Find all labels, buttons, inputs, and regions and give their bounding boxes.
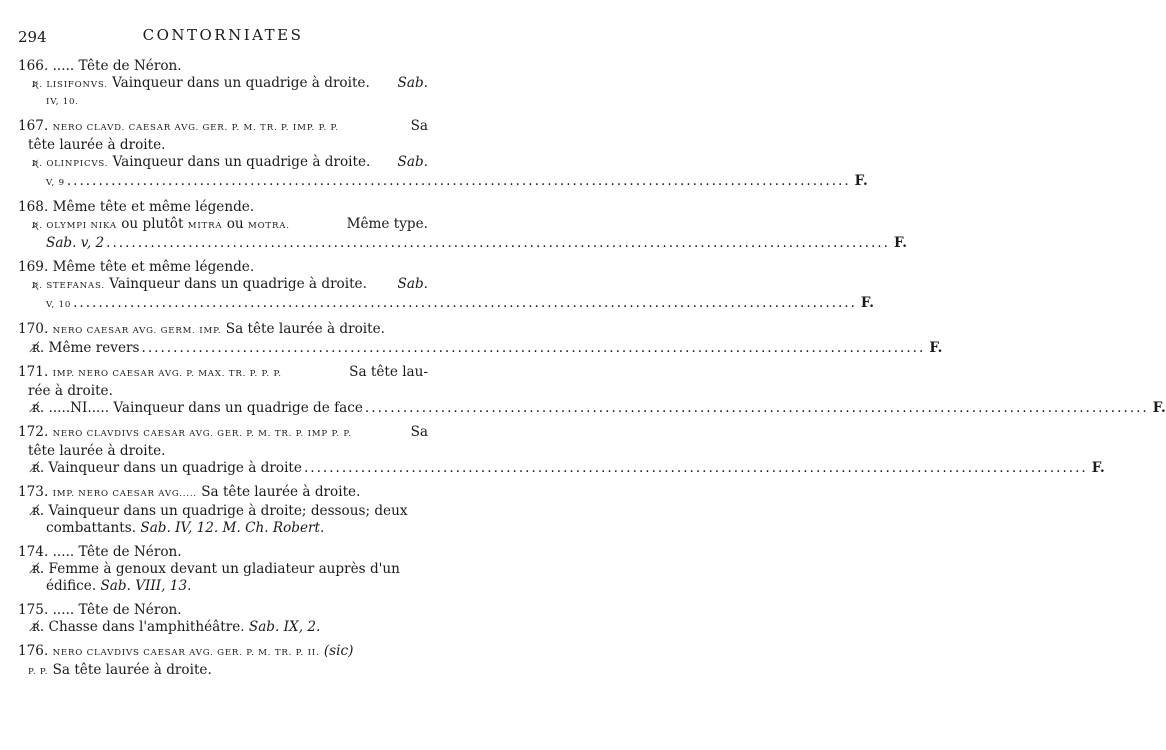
- entry-obverse: [18, 259, 428, 276]
- reverse-description: Vainqueur dans un quadrige à droite.: [112, 75, 370, 91]
- catalogue-entries: [18, 58, 1166, 688]
- reverse-description: Vainqueur dans un quadrige à droite.: [112, 154, 371, 170]
- entry-obverse: [18, 424, 428, 443]
- entry-obverse: [18, 118, 428, 137]
- entry-obverse: [18, 643, 428, 662]
- entry-reverse: [18, 400, 1166, 417]
- page-header: [0, 24, 446, 46]
- reverse-description: Vainqueur dans un quadrige à droite.: [109, 276, 367, 292]
- reverse-text: ou: [226, 216, 244, 232]
- reference: Sab. IX, 2.: [248, 619, 321, 635]
- source-mark: F.: [1152, 400, 1166, 416]
- obverse-text: Même tête et même légende.: [52, 199, 255, 215]
- entry-obverse: [18, 321, 428, 340]
- sic-note: (sic): [323, 643, 354, 659]
- obverse-text: Sa tête lau-: [349, 364, 428, 380]
- entry-172: [18, 424, 1105, 477]
- entry-obverse: [18, 199, 428, 216]
- obverse-text-cont: rée à droite.: [28, 383, 113, 399]
- reverse-text: ou plutôt: [121, 216, 184, 232]
- running-title: CONTORNIATES: [142, 26, 304, 44]
- obverse-legend-cont: P. P.: [28, 667, 49, 677]
- obverse-text: Sa tête laurée à droite.: [201, 484, 361, 500]
- entry-175: [18, 602, 428, 636]
- entry-obverse: [18, 602, 428, 619]
- entry-number: 170.: [18, 321, 49, 337]
- reverse-description: Même type.: [346, 216, 428, 232]
- reference: Sab.: [397, 154, 428, 170]
- entry-166: [18, 58, 428, 111]
- entry-number: 168.: [18, 199, 49, 215]
- entry-171: [18, 364, 1166, 417]
- obverse-text: Sa: [410, 118, 428, 134]
- entry-number: 176.: [18, 643, 49, 659]
- obverse-text: ..... Tête de Néron.: [52, 602, 182, 618]
- reference: Sab. VIII, 13.: [100, 578, 192, 594]
- entry-number: 172.: [18, 424, 49, 440]
- reverse-description-cont: combattants.: [46, 520, 137, 536]
- source-mark: F.: [1091, 460, 1105, 476]
- entry-170: [18, 321, 943, 357]
- source-mark: F.: [860, 295, 874, 311]
- entry-reverse: [18, 340, 943, 357]
- entry-176: [18, 643, 428, 681]
- obverse-legend: NERO CLAVDIVS CAESAR AVG. GER. P. M. TR. P. II.: [52, 648, 320, 658]
- entry-number: 174.: [18, 544, 49, 560]
- reverse-legend: Ʀ̸. OLINPICVS.: [32, 159, 109, 169]
- entry-obverse: [18, 484, 428, 503]
- reference: Sab. IV, 12. M. Ch. Robert.: [140, 520, 325, 536]
- reverse-description: ʀ̸. Même revers: [32, 340, 140, 356]
- entry-174: [18, 544, 428, 595]
- source-mark: F.: [929, 340, 943, 356]
- obverse-text-cont: tête laurée à droite.: [28, 443, 166, 459]
- dot-leader: ............................................................................................................................: [73, 295, 857, 311]
- entry-reverse: [18, 460, 1105, 477]
- reference: Sab. v, 2: [46, 235, 105, 251]
- dot-leader: ............................................................................................................................: [303, 460, 1088, 476]
- reference-volume: V, 9: [46, 178, 65, 188]
- entry-169: [18, 259, 874, 314]
- entry-reverse: [18, 619, 428, 636]
- reverse-description: ʀ̸. Chasse dans l'amphithéâtre.: [32, 619, 245, 635]
- obverse-text: Sa: [410, 424, 428, 440]
- entry-173: [18, 484, 428, 537]
- reverse-description: ʀ̸. .....NI..... Vainqueur dans un quadrige de face: [32, 400, 363, 416]
- entry-obverse: [18, 364, 428, 383]
- obverse-legend: NERO CLAVD. CAESAR AVG. GER. P. M. TR. P. IMP. P. P.: [52, 123, 339, 133]
- dot-leader: ............................................................................................................................: [106, 235, 890, 251]
- obverse-text: Sa tête laurée à droite.: [225, 321, 385, 337]
- entry-obverse: [18, 544, 428, 561]
- obverse-text-cont: Sa tête laurée à droite.: [52, 662, 212, 678]
- source-mark: F.: [854, 173, 868, 189]
- reference: Sab.: [397, 276, 428, 292]
- entry-reverse: [18, 216, 907, 252]
- entry-reverse: [18, 75, 428, 111]
- obverse-legend: NERO CAESAR AVG. GERM. IMP.: [52, 326, 222, 336]
- obverse-legend: IMP. NERO CAESAR AVG.....: [52, 489, 197, 499]
- reverse-description-cont: édifice.: [46, 578, 97, 594]
- entry-number: 166.: [18, 58, 49, 74]
- entry-number: 169.: [18, 259, 49, 275]
- reference: Sab.: [397, 75, 428, 91]
- entry-167: [18, 118, 868, 192]
- entry-number: 167.: [18, 118, 49, 134]
- obverse-text: ..... Tête de Néron.: [52, 544, 182, 560]
- reference-volume: V, 10: [46, 300, 72, 310]
- obverse-text: ..... Tête de Néron.: [52, 58, 182, 74]
- entry-reverse: [18, 154, 868, 192]
- reverse-description: ʀ̸. Femme à genoux devant un gladiateur auprès d'un: [32, 561, 400, 577]
- entry-number: 171.: [18, 364, 49, 380]
- reverse-legend-alt: MITRA: [187, 221, 223, 231]
- source-mark: F.: [893, 235, 907, 251]
- obverse-legend: NERO CLAVDIVS CAESAR AVG. GER. P. M. TR. P. IMP P. P.: [52, 429, 352, 439]
- reverse-legend: Ʀ̸. OLYMPI NIKA: [32, 221, 117, 231]
- entry-reverse: [18, 503, 428, 537]
- page-number: 294: [18, 28, 47, 46]
- obverse-legend: IMP. NERO CAESAR AVG. P. MAX. TR. P. P. P.: [52, 369, 282, 379]
- entry-obverse: [18, 58, 428, 75]
- reverse-description: ʀ̸. Vainqueur dans un quadrige à droite; dessous; deux: [32, 503, 408, 519]
- reverse-description: ʀ̸. Vainqueur dans un quadrige à droite: [32, 460, 302, 476]
- entry-number: 173.: [18, 484, 49, 500]
- dot-leader: ............................................................................................................................: [66, 173, 851, 189]
- dot-leader: ............................................................................................................................: [364, 400, 1149, 416]
- dot-leader: ............................................................................................................................: [141, 340, 926, 356]
- obverse-text-cont: tête laurée à droite.: [28, 137, 166, 153]
- entry-number: 175.: [18, 602, 49, 618]
- entry-reverse: [18, 561, 428, 595]
- reverse-legend: Ʀ̸. STEFANAS.: [32, 281, 105, 291]
- entry-reverse: [18, 276, 874, 314]
- obverse-text: Même tête et même légende.: [52, 259, 255, 275]
- reverse-legend: Ʀ̸. LISIFONVS.: [32, 80, 108, 90]
- reference-volume: IV, 10.: [46, 97, 79, 107]
- reverse-legend-alt: MOTRA.: [247, 221, 290, 231]
- entry-168: [18, 199, 907, 252]
